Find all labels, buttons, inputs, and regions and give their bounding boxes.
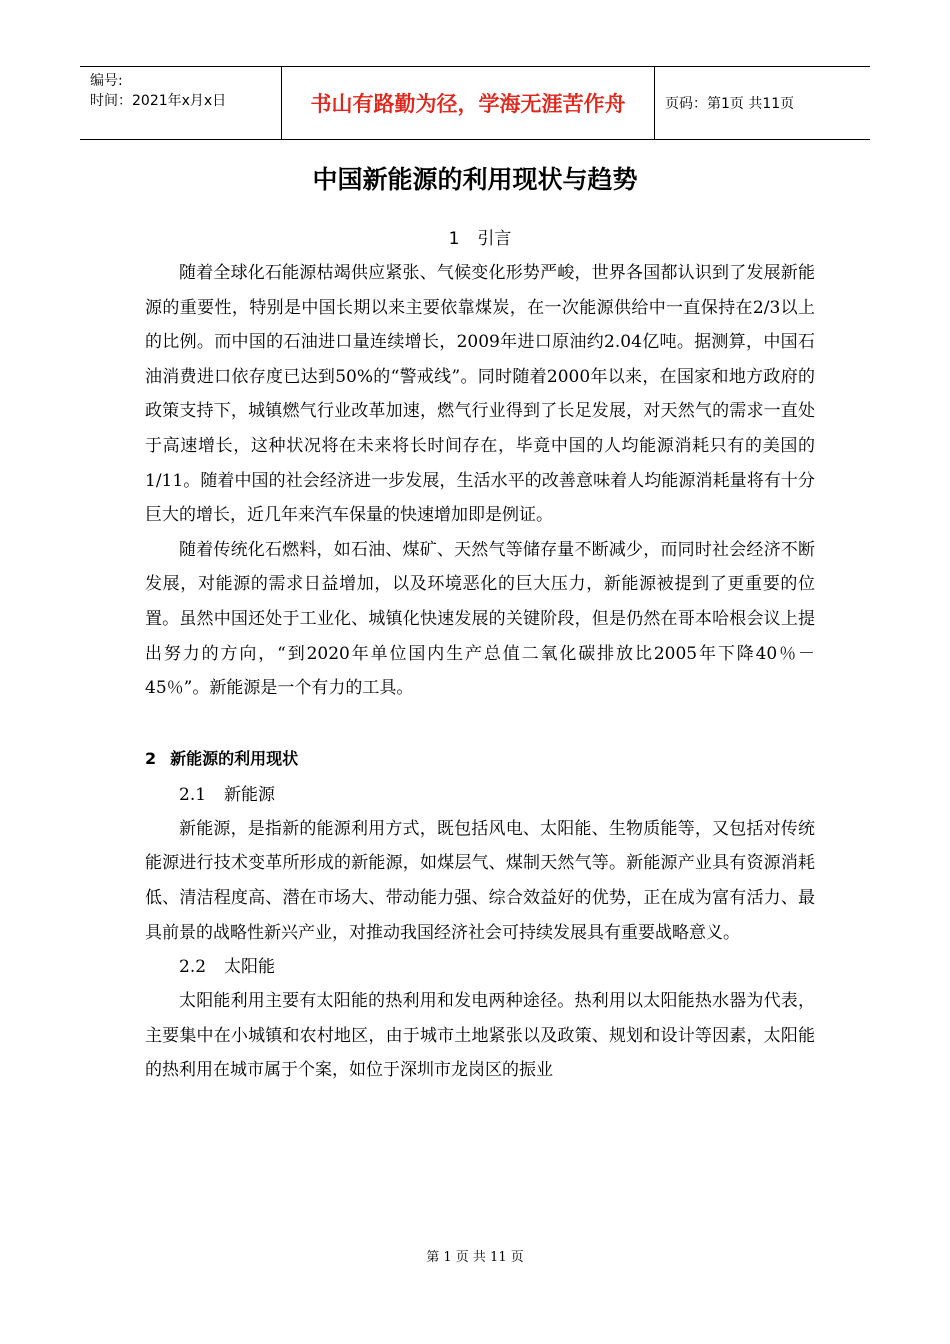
page-title: 中国新能源的利用现状与趋势 bbox=[312, 165, 638, 194]
subsection-2-2-heading bbox=[145, 950, 815, 984]
subsection-title: 太阳能 bbox=[224, 957, 276, 978]
paragraph: 新能源，是指新的能源利用方式，既包括风电、太阳能、生物质能等，又包括对传统能源进行技术变革所形成的新能源，如煤层气、煤制天然气等。新能源产业具有资源消耗低、清洁程度高、潜在市场大、带动能力强、综合效益好的优势，正在成为富有活力、最具前景的战略性新兴产业，对推动我国经济社会可持续发展具有重要战略意义。 bbox=[145, 818, 815, 943]
document-header bbox=[80, 66, 870, 140]
time-label: 时间：2021年x月x日 bbox=[90, 93, 227, 109]
section-1-number: 1 bbox=[448, 229, 460, 249]
motto: 书山有路勤为径，学海无涯苦作舟 bbox=[281, 67, 655, 139]
section-1-heading bbox=[145, 222, 815, 256]
paragraph: 随着全球化石能源枯竭供应紧张、气候变化形势严峻，世界各国都认识到了发展新能源的重要性，特别是中国长期以来主要依靠煤炭，在一次能源供给中一直保持在2/3以上的比例。而中国的石油进口量连续增长，2009年进口原油约2.04亿吨。据测算，中国石油消费进口依存度已达到50%的“警戒线”。同时随着2000年以来，在国家和地方政府的政策支持下，城镇燃气行业改革加速，燃气行业得到了长足发展，对天然气的需求一直处于高速增长，这种状况将在未来将长时间存在，毕竟中国的人均能源消耗只有的美国的1/11。随着中国的社会经济进一步发展，生活水平的改善意味着人均能源消耗量将有十分巨大的增长，近几年来汽车保量的快速增加即是例证。 bbox=[145, 263, 815, 526]
subsection-number: 2.1 bbox=[179, 784, 207, 805]
page-info: 页码：第1页 共11页 bbox=[665, 96, 795, 112]
document-body bbox=[145, 222, 815, 1088]
section-2-number: 2 bbox=[145, 748, 157, 768]
section-1-title: 引言 bbox=[477, 229, 512, 249]
page-footer: 第 1 页 共 11 页 bbox=[426, 1250, 524, 1265]
subsection-number: 2.2 bbox=[179, 957, 207, 978]
section-2-title: 新能源的利用现状 bbox=[170, 748, 299, 768]
paragraph: 太阳能利用主要有太阳能的热利用和发电两种途径。热利用以太阳能热水器为代表，主要集中在小城镇和农村地区，由于城市土地紧张以及政策、规划和设计等因素，太阳能的热利用在城市属于个案，如位于深圳市龙岗区的振业 bbox=[145, 991, 815, 1081]
subsection-title: 新能源 bbox=[224, 784, 276, 805]
number-label: 编号: bbox=[90, 73, 123, 89]
subsection-2-1-heading bbox=[145, 778, 815, 812]
section-2-heading bbox=[145, 740, 815, 778]
paragraph: 随着传统化石燃料，如石油、煤矿、天然气等储存量不断减少，而同时社会经济不断发展，对能源的需求日益增加，以及环境恶化的巨大压力，新能源被提到了更重要的位置。虽然中国还处于工业化、城镇化快速发展的关键阶段，但是仍然在哥本哈根会议上提出努力的方向，“到2020年单位国内生产总值二氧化碳排放比2005年下降40％－45％”。新能源是一个有力的工具。 bbox=[145, 539, 815, 699]
header-meta bbox=[80, 67, 281, 139]
